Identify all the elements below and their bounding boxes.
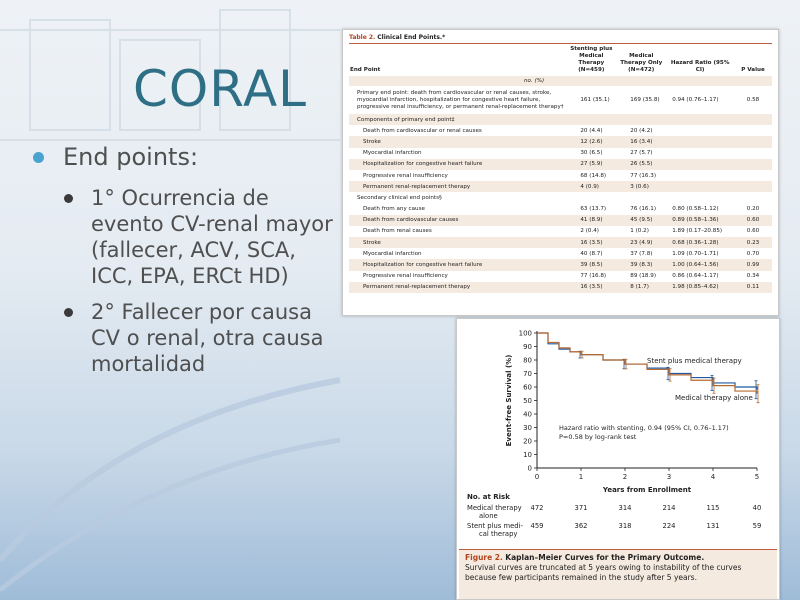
table-title: Clinical End Points.* — [377, 34, 446, 41]
unit-row — [349, 76, 772, 86]
cell-empty — [666, 125, 734, 136]
cell-medical: 16 (3.4) — [616, 136, 666, 147]
cell-empty — [734, 181, 772, 192]
cell-empty — [734, 125, 772, 136]
x-tick-label: 0 — [534, 473, 540, 481]
cell-medical: 77 (16.3) — [630, 172, 656, 179]
cell-stent: 161 (35.1) — [580, 96, 610, 103]
x-tick-label: 4 — [710, 473, 716, 481]
cell-empty — [666, 170, 734, 181]
cell-medical: 8 (1.7) — [616, 282, 666, 293]
table-row — [349, 181, 772, 192]
cell-hazard-ratio: 0.80 (0.58–1.12) — [672, 206, 719, 213]
p-value-annotation: P=0.58 by log-rank test — [559, 433, 637, 441]
kaplan-meier-chart — [457, 319, 781, 549]
table-row — [349, 226, 772, 237]
y-tick-label: 40 — [523, 410, 532, 419]
risk-count: 214 — [662, 504, 676, 512]
table-row — [349, 159, 772, 170]
table-row — [349, 125, 772, 136]
sub-bullet-secondary — [30, 299, 340, 377]
x-tick-label: 5 — [754, 473, 760, 481]
row-label: Hospitalization for congestive heart failure — [349, 259, 566, 270]
bullet-dot-icon — [64, 308, 73, 317]
cell-stent: 20 (4.4) — [580, 127, 603, 134]
cell-empty — [734, 148, 772, 159]
cell-medical: 27 (5.7) — [630, 150, 653, 157]
cell-empty — [666, 159, 734, 170]
risk-row-label: alone — [479, 512, 498, 520]
row-label: Primary end point: death from cardiovascular or renal causes, stroke, myocardial infarction, hospitalization for congestive heart failure, progressive renal insufficiency, or permanent renal-replacement therapy† — [357, 89, 564, 110]
cell-stent: 16 (3.5) — [566, 282, 616, 293]
y-tick-label: 90 — [523, 343, 532, 351]
table-number: Table 2. — [349, 34, 376, 41]
x-tick-label: 2 — [622, 473, 628, 481]
cell-stent: 68 (14.8) — [580, 172, 607, 179]
cell-stent: 4 (0.9) — [566, 181, 616, 192]
cell-medical: 37 (7.8) — [630, 250, 653, 257]
figure-title: Kaplan–Meier Curves for the Primary Outcome. — [505, 553, 705, 562]
cell-p-value: 0.70 — [746, 250, 760, 257]
cell-empty — [734, 170, 772, 181]
table-row — [349, 282, 772, 293]
cell-medical: 26 (5.5) — [616, 159, 666, 170]
column-header: Hazard Ratio (95% CI) — [670, 60, 730, 73]
risk-count: 314 — [618, 504, 632, 512]
row-label: Myocardial infarction — [363, 250, 422, 257]
cell-medical: 89 (18.9) — [630, 273, 656, 280]
cell-hazard-ratio: 1.00 (0.64–1.56) — [666, 259, 734, 270]
table-caption — [349, 34, 772, 44]
cell-p-value: 0.23 — [734, 237, 772, 248]
cell-empty — [734, 136, 772, 147]
risk-count: 131 — [706, 522, 720, 530]
y-axis-label: Event-free Survival (%) — [505, 354, 513, 447]
y-tick-label: 70 — [523, 370, 532, 378]
table-row — [349, 215, 772, 226]
cell-hazard-ratio: 0.94 (0.76–1.17) — [672, 96, 719, 103]
bullet-dot-icon — [64, 194, 73, 203]
cell-stent: 16 (3.5) — [566, 237, 616, 248]
table-row — [349, 237, 772, 248]
row-label: Permanent renal-replacement therapy — [349, 282, 566, 293]
cell-hazard-ratio: 1.89 (0.17–20.85) — [672, 228, 723, 235]
cell-hazard-ratio: 0.86 (0.64–1.17) — [672, 273, 719, 280]
sub-bullet-primary — [30, 185, 340, 289]
cell-empty — [666, 136, 734, 147]
cell-hazard-ratio: 1.98 (0.85–4.62) — [666, 282, 734, 293]
kaplan-meier-figure-card — [456, 318, 780, 600]
sub-bullet-text: 1° Ocurrencia de evento CV-renal mayor (fallecer, ACV, SCA, ICC, EPA, ERCt HD) — [91, 186, 333, 288]
end-points-table — [349, 44, 772, 293]
row-label: Myocardial infarction — [363, 150, 422, 157]
cell-stent: 27 (5.9) — [566, 159, 616, 170]
row-label: Permanent renal-replacement therapy — [349, 181, 566, 192]
risk-count: 115 — [706, 504, 720, 512]
section-label: Secondary clinical end points§ — [357, 194, 442, 201]
row-label: Stroke — [349, 136, 566, 147]
cell-stent: 41 (8.9) — [566, 215, 616, 226]
table-header-row — [349, 44, 772, 76]
cell-stent: 30 (6.5) — [580, 150, 603, 157]
y-tick-label: 10 — [523, 451, 532, 459]
cell-stent: 2 (0.4) — [580, 228, 599, 235]
x-tick-label: 3 — [666, 473, 672, 481]
column-header: Medical Therapy Only (N=472) — [620, 53, 663, 73]
risk-count: 472 — [530, 504, 544, 512]
table-section-heading — [349, 192, 772, 203]
table-row-primary — [349, 86, 772, 114]
cell-p-value: 0.34 — [746, 273, 760, 280]
risk-count: 459 — [530, 522, 544, 530]
y-tick-label: 60 — [523, 383, 532, 392]
risk-row-label: cal therapy — [479, 530, 518, 538]
bullet-end-points — [30, 143, 340, 171]
unit-label: no. (%) — [349, 76, 772, 86]
table-row — [349, 259, 772, 270]
cell-medical: 3 (0.6) — [616, 181, 666, 192]
cell-p-value: 0.99 — [734, 259, 772, 270]
bullet-dot-icon — [33, 152, 44, 163]
section-label: Components of primary end point‡ — [349, 114, 772, 125]
table-row — [349, 148, 772, 159]
risk-count: 362 — [574, 522, 588, 530]
figure-caption-text: Survival curves are truncated at 5 years owing to instability of the curves because few participants remained in the study after 5 years. — [465, 563, 742, 582]
series-label-stent: Stent plus medical therapy — [647, 357, 742, 365]
cell-p-value: 0.58 — [746, 96, 760, 103]
y-tick-label: 50 — [523, 397, 532, 405]
cell-medical: 23 (4.9) — [616, 237, 666, 248]
cell-stent: 63 (13.7) — [580, 206, 607, 213]
risk-count: 40 — [752, 504, 762, 512]
cell-stent: 40 (8.7) — [580, 250, 603, 257]
cell-empty — [734, 159, 772, 170]
cell-hazard-ratio: 0.89 (0.58–1.36) — [666, 215, 734, 226]
cell-empty — [666, 181, 734, 192]
y-tick-label: 80 — [523, 356, 532, 365]
figure-caption — [459, 549, 777, 599]
hazard-ratio-annotation: Hazard ratio with stenting, 0.94 (95% CI, 0.76–1.17) — [559, 424, 729, 432]
cell-medical: 39 (8.3) — [616, 259, 666, 270]
cell-p-value: 0.11 — [734, 282, 772, 293]
cell-p-value: 0.60 — [746, 228, 760, 235]
cell-medical: 45 (9.5) — [616, 215, 666, 226]
row-label: Progressive renal insufficiency — [363, 273, 448, 280]
x-tick-label: 1 — [578, 473, 584, 481]
clinical-end-points-table-card — [342, 29, 779, 316]
row-label: Death from renal causes — [363, 228, 432, 235]
row-label: Stroke — [349, 237, 566, 248]
column-header: P Value — [741, 67, 765, 73]
y-tick-label: 20 — [523, 437, 532, 446]
column-header: Stenting plus Medical Therapy (N=459) — [570, 46, 613, 73]
row-label: Hospitalization for congestive heart failure — [349, 159, 566, 170]
cell-stent: 77 (16.8) — [580, 273, 607, 280]
cell-empty — [666, 148, 734, 159]
table-row — [349, 204, 772, 215]
cell-p-value: 0.60 — [734, 215, 772, 226]
table-row — [349, 136, 772, 147]
cell-hazard-ratio: 0.68 (0.36–1.28) — [666, 237, 734, 248]
table-row — [349, 248, 772, 259]
cell-stent: 39 (8.5) — [566, 259, 616, 270]
table-row — [349, 170, 772, 181]
table-section-heading — [349, 114, 772, 125]
cell-medical: 76 (16.1) — [630, 206, 656, 213]
risk-row-label: Medical therapy — [467, 504, 522, 512]
row-label: Death from any cause — [363, 206, 425, 213]
column-header: End Point — [350, 67, 381, 73]
cell-medical: 169 (35.8) — [630, 96, 660, 103]
cell-medical: 1 (0.2) — [630, 228, 649, 235]
risk-count: 371 — [574, 504, 588, 512]
risk-count: 59 — [752, 522, 762, 530]
y-tick-label: 0 — [527, 464, 532, 473]
row-label: Death from cardiovascular causes — [349, 215, 566, 226]
cell-p-value: 0.20 — [746, 206, 760, 213]
sub-bullet-text: 2° Fallecer por causa CV o renal, otra causa mortalidad — [91, 300, 324, 376]
y-tick-label: 100 — [518, 329, 532, 338]
cell-hazard-ratio: 1.09 (0.70–1.71) — [672, 250, 719, 257]
row-label: Death from cardiovascular or renal causes — [363, 127, 482, 134]
risk-table-heading: No. at Risk — [467, 493, 510, 501]
risk-count: 224 — [662, 522, 676, 530]
figure-number: Figure 2. — [465, 553, 503, 562]
risk-count: 318 — [618, 522, 632, 530]
row-label: Progressive renal insufficiency — [363, 172, 448, 179]
risk-row-label: Stent plus medi- — [467, 522, 523, 530]
slide-title: CORAL — [133, 60, 308, 118]
series-label-medical: Medical therapy alone — [675, 394, 753, 402]
bullet-list — [30, 143, 340, 377]
y-tick-label: 30 — [523, 424, 532, 432]
table-row — [349, 271, 772, 282]
x-axis-label: Years from Enrollment — [602, 486, 692, 494]
bullet-label: End points: — [63, 143, 199, 171]
cell-stent: 12 (2.6) — [566, 136, 616, 147]
cell-medical: 20 (4.2) — [630, 127, 653, 134]
